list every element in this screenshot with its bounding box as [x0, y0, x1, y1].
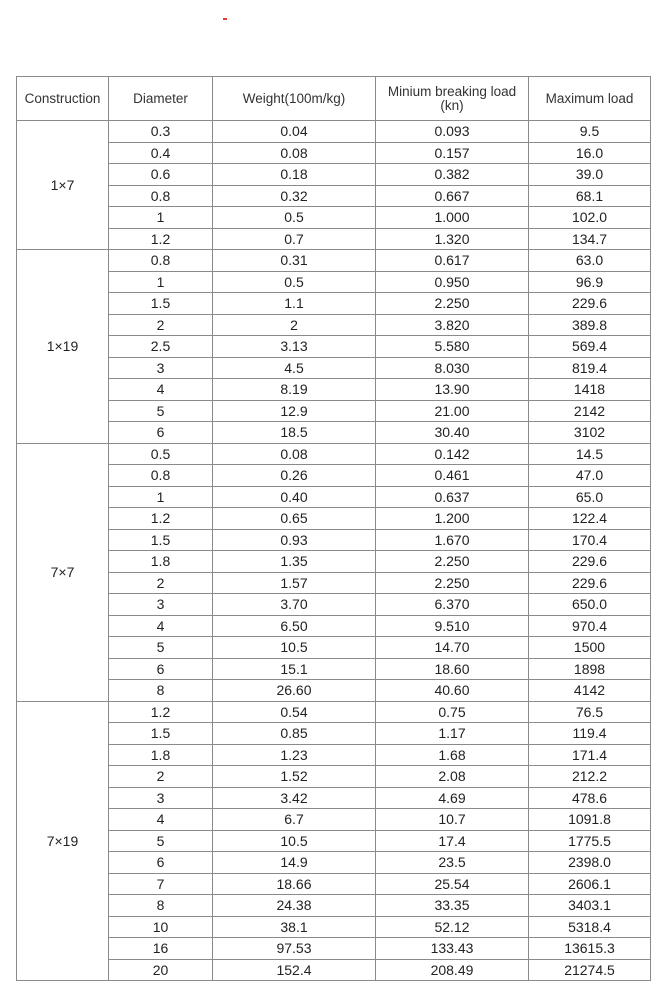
maximum-load-cell: 2398.0 — [529, 852, 651, 874]
maximum-load-cell: 65.0 — [529, 486, 651, 508]
table-row — [17, 271, 651, 293]
weight-cell: 1.35 — [213, 551, 376, 573]
header-min-breaking-load: Minium breaking load (kn) — [376, 77, 529, 121]
maximum-load-cell: 1500 — [529, 637, 651, 659]
diameter-cell: 1.8 — [109, 744, 213, 766]
maximum-load-cell: 970.4 — [529, 615, 651, 637]
min-breaking-load-cell: 0.617 — [376, 250, 529, 272]
min-breaking-load-cell: 4.69 — [376, 787, 529, 809]
diameter-cell: 1.2 — [109, 701, 213, 723]
table-row — [17, 422, 651, 444]
min-breaking-load-cell: 2.250 — [376, 293, 529, 315]
header-construction: Construction — [17, 77, 109, 121]
table-row — [17, 572, 651, 594]
min-breaking-load-cell: 21.00 — [376, 400, 529, 422]
maximum-load-cell: 39.0 — [529, 164, 651, 186]
diameter-cell: 2 — [109, 766, 213, 788]
diameter-cell: 1 — [109, 207, 213, 229]
header-weight: Weight(100m/kg) — [213, 77, 376, 121]
table-row — [17, 701, 651, 723]
table-row — [17, 529, 651, 551]
min-breaking-load-cell: 0.75 — [376, 701, 529, 723]
table-body — [17, 121, 651, 981]
min-breaking-load-cell: 33.35 — [376, 895, 529, 917]
table-row — [17, 766, 651, 788]
weight-cell: 1.23 — [213, 744, 376, 766]
weight-cell: 0.85 — [213, 723, 376, 745]
weight-cell: 0.32 — [213, 185, 376, 207]
min-breaking-load-cell: 52.12 — [376, 916, 529, 938]
weight-cell: 12.9 — [213, 400, 376, 422]
min-breaking-load-cell: 2.250 — [376, 551, 529, 573]
min-breaking-load-cell: 0.157 — [376, 142, 529, 164]
min-breaking-load-cell: 8.030 — [376, 357, 529, 379]
maximum-load-cell: 47.0 — [529, 465, 651, 487]
diameter-cell: 0.8 — [109, 250, 213, 272]
min-breaking-load-cell: 1.68 — [376, 744, 529, 766]
maximum-load-cell: 21274.5 — [529, 959, 651, 981]
table-row — [17, 895, 651, 917]
diameter-cell: 2 — [109, 314, 213, 336]
diameter-cell: 10 — [109, 916, 213, 938]
weight-cell: 3.42 — [213, 787, 376, 809]
weight-cell: 0.40 — [213, 486, 376, 508]
table-row — [17, 744, 651, 766]
maximum-load-cell: 96.9 — [529, 271, 651, 293]
weight-cell: 0.18 — [213, 164, 376, 186]
weight-cell: 18.5 — [213, 422, 376, 444]
diameter-cell: 3 — [109, 787, 213, 809]
maximum-load-cell: 1091.8 — [529, 809, 651, 831]
table-row — [17, 164, 651, 186]
weight-cell: 10.5 — [213, 830, 376, 852]
diameter-cell: 8 — [109, 680, 213, 702]
min-breaking-load-cell: 9.510 — [376, 615, 529, 637]
diameter-cell: 4 — [109, 809, 213, 831]
weight-cell: 14.9 — [213, 852, 376, 874]
construction-cell: 1×7 — [17, 121, 109, 250]
weight-cell: 2 — [213, 314, 376, 336]
table-row — [17, 873, 651, 895]
construction-cell: 7×7 — [17, 443, 109, 701]
maximum-load-cell: 3102 — [529, 422, 651, 444]
min-breaking-load-cell: 0.093 — [376, 121, 529, 143]
diameter-cell: 20 — [109, 959, 213, 981]
maximum-load-cell: 819.4 — [529, 357, 651, 379]
min-breaking-load-cell: 0.461 — [376, 465, 529, 487]
weight-cell: 10.5 — [213, 637, 376, 659]
min-breaking-load-cell: 13.90 — [376, 379, 529, 401]
min-breaking-load-cell: 0.142 — [376, 443, 529, 465]
min-breaking-load-cell: 18.60 — [376, 658, 529, 680]
weight-cell: 24.38 — [213, 895, 376, 917]
table-row — [17, 809, 651, 831]
weight-cell: 0.54 — [213, 701, 376, 723]
diameter-cell: 0.3 — [109, 121, 213, 143]
diameter-cell: 6 — [109, 852, 213, 874]
diameter-cell: 3 — [109, 357, 213, 379]
maximum-load-cell: 9.5 — [529, 121, 651, 143]
maximum-load-cell: 171.4 — [529, 744, 651, 766]
table-row — [17, 400, 651, 422]
decorative-red-mark — [223, 18, 227, 20]
wire-rope-spec-table — [16, 76, 651, 981]
table-row — [17, 336, 651, 358]
maximum-load-cell: 229.6 — [529, 572, 651, 594]
maximum-load-cell: 569.4 — [529, 336, 651, 358]
table-row — [17, 465, 651, 487]
maximum-load-cell: 16.0 — [529, 142, 651, 164]
diameter-cell: 1 — [109, 271, 213, 293]
min-breaking-load-cell: 0.382 — [376, 164, 529, 186]
maximum-load-cell: 2142 — [529, 400, 651, 422]
weight-cell: 15.1 — [213, 658, 376, 680]
diameter-cell: 0.8 — [109, 465, 213, 487]
min-breaking-load-cell: 5.580 — [376, 336, 529, 358]
diameter-cell: 0.4 — [109, 142, 213, 164]
table-row — [17, 830, 651, 852]
diameter-cell: 1.5 — [109, 723, 213, 745]
diameter-cell: 1.2 — [109, 508, 213, 530]
maximum-load-cell: 102.0 — [529, 207, 651, 229]
min-breaking-load-cell: 23.5 — [376, 852, 529, 874]
diameter-cell: 8 — [109, 895, 213, 917]
table-row — [17, 551, 651, 573]
diameter-cell: 2.5 — [109, 336, 213, 358]
table-row — [17, 594, 651, 616]
diameter-cell: 1.8 — [109, 551, 213, 573]
maximum-load-cell: 68.1 — [529, 185, 651, 207]
table-row — [17, 207, 651, 229]
min-breaking-load-cell: 2.250 — [376, 572, 529, 594]
table-row — [17, 443, 651, 465]
diameter-cell: 4 — [109, 379, 213, 401]
min-breaking-load-cell: 1.17 — [376, 723, 529, 745]
diameter-cell: 6 — [109, 422, 213, 444]
maximum-load-cell: 2606.1 — [529, 873, 651, 895]
min-breaking-load-cell: 133.43 — [376, 938, 529, 960]
min-breaking-load-cell: 208.49 — [376, 959, 529, 981]
weight-cell: 18.66 — [213, 873, 376, 895]
construction-cell: 1×19 — [17, 250, 109, 444]
weight-cell: 8.19 — [213, 379, 376, 401]
diameter-cell: 0.6 — [109, 164, 213, 186]
table-row — [17, 357, 651, 379]
diameter-cell: 1.5 — [109, 293, 213, 315]
weight-cell: 0.7 — [213, 228, 376, 250]
weight-cell: 0.5 — [213, 271, 376, 293]
weight-cell: 1.57 — [213, 572, 376, 594]
maximum-load-cell: 170.4 — [529, 529, 651, 551]
min-breaking-load-cell: 40.60 — [376, 680, 529, 702]
table-row — [17, 723, 651, 745]
min-breaking-load-cell: 3.820 — [376, 314, 529, 336]
diameter-cell: 0.5 — [109, 443, 213, 465]
weight-cell: 4.5 — [213, 357, 376, 379]
table-row — [17, 142, 651, 164]
table-row — [17, 293, 651, 315]
min-breaking-load-cell: 1.670 — [376, 529, 529, 551]
diameter-cell: 3 — [109, 594, 213, 616]
weight-cell: 152.4 — [213, 959, 376, 981]
table-row — [17, 916, 651, 938]
maximum-load-cell: 3403.1 — [529, 895, 651, 917]
min-breaking-load-cell: 1.200 — [376, 508, 529, 530]
table-row — [17, 637, 651, 659]
weight-cell: 97.53 — [213, 938, 376, 960]
table-row — [17, 615, 651, 637]
table-row — [17, 250, 651, 272]
diameter-cell: 1.5 — [109, 529, 213, 551]
table-row — [17, 680, 651, 702]
table-row — [17, 379, 651, 401]
maximum-load-cell: 650.0 — [529, 594, 651, 616]
maximum-load-cell: 4142 — [529, 680, 651, 702]
maximum-load-cell: 13615.3 — [529, 938, 651, 960]
weight-cell: 0.5 — [213, 207, 376, 229]
maximum-load-cell: 134.7 — [529, 228, 651, 250]
table-row — [17, 852, 651, 874]
min-breaking-load-cell: 2.08 — [376, 766, 529, 788]
min-breaking-load-cell: 6.370 — [376, 594, 529, 616]
table-header-row — [17, 77, 651, 121]
maximum-load-cell: 122.4 — [529, 508, 651, 530]
maximum-load-cell: 14.5 — [529, 443, 651, 465]
maximum-load-cell: 212.2 — [529, 766, 651, 788]
weight-cell: 38.1 — [213, 916, 376, 938]
table-row — [17, 228, 651, 250]
min-breaking-load-cell: 1.000 — [376, 207, 529, 229]
table-row — [17, 959, 651, 981]
diameter-cell: 4 — [109, 615, 213, 637]
maximum-load-cell: 76.5 — [529, 701, 651, 723]
min-breaking-load-cell: 1.320 — [376, 228, 529, 250]
weight-cell: 26.60 — [213, 680, 376, 702]
header-diameter: Diameter — [109, 77, 213, 121]
diameter-cell: 1.2 — [109, 228, 213, 250]
weight-cell: 1.52 — [213, 766, 376, 788]
diameter-cell: 7 — [109, 873, 213, 895]
construction-cell: 7×19 — [17, 701, 109, 981]
min-breaking-load-cell: 25.54 — [376, 873, 529, 895]
maximum-load-cell: 5318.4 — [529, 916, 651, 938]
weight-cell: 0.08 — [213, 443, 376, 465]
diameter-cell: 2 — [109, 572, 213, 594]
weight-cell: 0.08 — [213, 142, 376, 164]
weight-cell: 0.26 — [213, 465, 376, 487]
weight-cell: 3.13 — [213, 336, 376, 358]
maximum-load-cell: 478.6 — [529, 787, 651, 809]
table-row — [17, 185, 651, 207]
table-row — [17, 314, 651, 336]
min-breaking-load-cell: 0.950 — [376, 271, 529, 293]
diameter-cell: 5 — [109, 637, 213, 659]
diameter-cell: 5 — [109, 400, 213, 422]
header-maximum-load: Maximum load — [529, 77, 651, 121]
weight-cell: 0.65 — [213, 508, 376, 530]
diameter-cell: 1 — [109, 486, 213, 508]
diameter-cell: 0.8 — [109, 185, 213, 207]
min-breaking-load-cell: 0.637 — [376, 486, 529, 508]
maximum-load-cell: 229.6 — [529, 293, 651, 315]
maximum-load-cell: 1898 — [529, 658, 651, 680]
table-row — [17, 938, 651, 960]
table-row — [17, 486, 651, 508]
weight-cell: 6.7 — [213, 809, 376, 831]
table-row — [17, 121, 651, 143]
diameter-cell: 5 — [109, 830, 213, 852]
maximum-load-cell: 229.6 — [529, 551, 651, 573]
min-breaking-load-cell: 30.40 — [376, 422, 529, 444]
min-breaking-load-cell: 14.70 — [376, 637, 529, 659]
weight-cell: 6.50 — [213, 615, 376, 637]
maximum-load-cell: 1775.5 — [529, 830, 651, 852]
table-row — [17, 658, 651, 680]
weight-cell: 1.1 — [213, 293, 376, 315]
weight-cell: 0.31 — [213, 250, 376, 272]
table-row — [17, 787, 651, 809]
min-breaking-load-cell: 17.4 — [376, 830, 529, 852]
table-row — [17, 508, 651, 530]
maximum-load-cell: 389.8 — [529, 314, 651, 336]
maximum-load-cell: 63.0 — [529, 250, 651, 272]
diameter-cell: 16 — [109, 938, 213, 960]
diameter-cell: 6 — [109, 658, 213, 680]
maximum-load-cell: 119.4 — [529, 723, 651, 745]
min-breaking-load-cell: 0.667 — [376, 185, 529, 207]
weight-cell: 0.04 — [213, 121, 376, 143]
maximum-load-cell: 1418 — [529, 379, 651, 401]
min-breaking-load-cell: 10.7 — [376, 809, 529, 831]
weight-cell: 3.70 — [213, 594, 376, 616]
weight-cell: 0.93 — [213, 529, 376, 551]
